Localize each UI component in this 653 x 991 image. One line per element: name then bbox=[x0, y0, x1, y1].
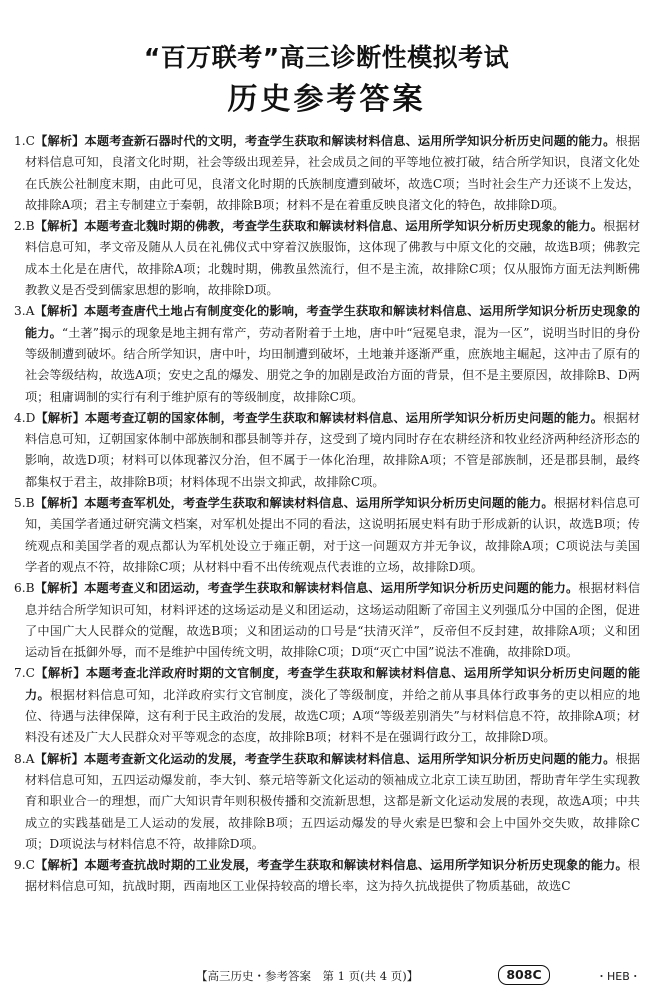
answer-number: 9.C bbox=[14, 858, 35, 873]
answer-lead: 本题考查军机处，考查学生获取和解读材料信息、运用所学知识分析历史问题的能力。 bbox=[84, 496, 554, 511]
footer-page-info: 【高三历史・参考答案 第 1 页(共 4 页)】 bbox=[196, 969, 419, 983]
answer-item bbox=[14, 749, 640, 855]
answer-item bbox=[14, 578, 640, 663]
answer-lead: 本题考查抗战时期的工业发展，考查学生获取和解读材料信息、运用所学知识分析历史现象的能力。 bbox=[84, 858, 628, 873]
answer-lead: 本题考查北洋政府时期的文官制度，考查学生获取和解读材料信息、运用所学知识分析历史问题的能力。 bbox=[25, 666, 641, 702]
answer-lead: 本题考查北魏时期的佛教，考查学生获取和解读材料信息、运用所学知识分析历史现象的能力。 bbox=[84, 219, 604, 234]
answer-body: 根据材料信息可知，孝文帝及随从人员在礼佛仪式中穿着汉族服饰，这体现了佛教与中原文化的交融，故选B项；佛教完成本土化是在唐代，故排除A项；北魏时期，佛教虽然流行，但不是主流，故排除C项；仅从服饰方面无法判断佛教教义是否受到儒家思想的影响，故排除D项。 bbox=[25, 219, 641, 298]
analysis-tag: 【解析】 bbox=[34, 304, 85, 319]
analysis-tag: 【解析】 bbox=[34, 858, 85, 873]
answer-lead: 本题考查义和团运动，考查学生获取和解读材料信息、运用所学知识分析历史问题的能力。 bbox=[84, 581, 579, 596]
answer-body: “土著”揭示的现象是地主拥有常产，劳动者附着于土地，唐中叶“冠冕皂隶，混为一区”，说明当时旧的身份等级制遭到破坏。结合所学知识，唐中叶，均田制遭到破坏，土地兼并逐渐严重，庶族地主崛起，这冲击了原有的社会等级结构，故选A项；安史之乱的爆发、朋党之争的加剧是政治方面的背景，但不是主要原因，故排除B、D两项；租庸调制的实行有利于维护原有的等级制度，故排除C项。 bbox=[25, 325, 641, 404]
answer-lead: 本题考查新文化运动的发展，考查学生获取和解读材料信息、运用所学知识分析历史问题的能力。 bbox=[84, 751, 616, 766]
region-mark: ・HEB・ bbox=[596, 970, 641, 983]
answer-item bbox=[14, 216, 640, 301]
answer-item bbox=[14, 301, 640, 407]
answer-number: 4.D bbox=[14, 410, 36, 425]
answer-body: 根据材料信息可知，北洋政府实行文官制度，淡化了等级制度，并给之前从事具体行政事务的吏以相应的地位、待遇与法律保障，这有利于民主政治的发展，故选C项；A项“等级差别消失”与材料信息不符，故排除A项；材料没有述及广大人民群众对平等观念的态度，故排除B项；材料不是在强调行政分工，故排除D项。 bbox=[25, 687, 641, 745]
answer-number: 6.B bbox=[14, 581, 35, 596]
analysis-tag: 【解析】 bbox=[35, 410, 85, 425]
analysis-tag: 【解析】 bbox=[34, 219, 85, 234]
answers-list bbox=[14, 131, 640, 898]
answer-body: 根据材料信息可知，五四运动爆发前，李大钊、蔡元培等新文化运动的领袖成立北京工读互助团，帮助青年学生实现教育和职业合一的理想，而广大知识青年则积极传播和交流新思想，这都是新文化运动发展的表现，故选A项；中共成立的实践基础是工人运动的发展，故排除B项；五四运动爆发的导火索是巴黎和会上中国外交失败，故排除C项；D项说法与材料信息不符，故排除D项。 bbox=[25, 751, 641, 851]
answer-item bbox=[14, 663, 640, 748]
answer-lead: 本题考查新石器时代的文明，考查学生获取和解读材料信息、运用所学知识分析历史问题的能力。 bbox=[84, 134, 616, 148]
answer-number: 5.B bbox=[14, 496, 35, 511]
answer-item bbox=[14, 408, 640, 493]
answer-body: 根据材料信息可知，辽朝国家体制中部族制和郡县制等并存，这受到了境内同时存在农耕经济和牧业经济两种经济形态的影响，故选D项；材料可以体现蕃汉分治，但不属于一体化治理，故排除A项；不管是部族制，还是郡县制，最终都集权于君主，故排除B项；材料体现不出崇文抑武，故排除C项。 bbox=[25, 410, 641, 489]
answer-number: 3.A bbox=[14, 304, 35, 319]
analysis-tag: 【解析】 bbox=[34, 496, 85, 511]
answer-body: 根据材料信息可知，抗战时期，西南地区工业保持较高的增长率，这为持久抗战提供了物质基础，故选C bbox=[25, 858, 641, 894]
page-footer bbox=[0, 965, 653, 987]
answer-body: 根据材料信息可知，美国学者通过研究满文档案，对军机处提出不同的看法，这说明拓展史料有助于形成新的认识，故选B项；传统观点和美国学者的观点都认为军机处设立于雍正朝，对于这一问题双方并无争议，故排除A项；C项说法与美国学者的观点不符，故排除C项；从材料中看不出传统观点代表谁的立场，故排除D项。 bbox=[25, 496, 641, 574]
answer-item bbox=[14, 493, 640, 578]
answer-number: 7.C bbox=[14, 666, 35, 681]
answer-number: 2.B bbox=[14, 219, 35, 234]
analysis-tag: 【解析】 bbox=[34, 581, 85, 596]
answer-key-title: 历史参考答案 bbox=[227, 82, 426, 117]
answer-lead: 本题考查唐代土地占有制度变化的影响，考查学生获取和解读材料信息、运用所学知识分析历史现象的能力。 bbox=[25, 304, 641, 340]
answer-lead: 本题考查辽朝的国家体制，考查学生获取和解读材料信息、运用所学知识分析历史问题的能力。 bbox=[84, 410, 604, 425]
analysis-tag: 【解析】 bbox=[34, 666, 86, 681]
answer-number: 8.A bbox=[14, 751, 35, 766]
exam-title: “百万联考”高三诊断性模拟考试 bbox=[143, 43, 510, 72]
paper-code-badge: 808C bbox=[498, 965, 550, 985]
answer-item bbox=[14, 131, 640, 216]
analysis-tag: 【解析】 bbox=[34, 134, 85, 148]
answer-body: 根据材料信息可知，良渚文化时期，社会等级出现差异，社会成员之间的平等地位被打破，结合所学知识，良渚文化处在氏族公社制度末期，由此可见，良渚文化时期的氏族制度遭到破坏，故选C项；当时社会生产力还谈不上发达，故排除A项；君主专制建立于秦朝，故排除B项；材料不是在着重反映良渚文化的特色，故排除D项。 bbox=[25, 134, 641, 212]
analysis-tag: 【解析】 bbox=[34, 751, 85, 766]
answer-body: 根据材料信息并结合所学知识可知，材料评述的这场运动是义和团运动，这场运动阻断了帝国主义列强瓜分中国的企图，促进了中国广大人民群众的觉醒，故选B项；义和团运动的口号是“扶清灭洋”，反帝但不反封建，故排除A项；义和团运动旨在抵御外辱，而不是维护中国传统文明，故排除C项；D项“灭亡中国”说法不准确，故排除D项。 bbox=[25, 581, 641, 660]
answer-number: 1.C bbox=[14, 134, 35, 148]
answer-item bbox=[14, 855, 640, 898]
